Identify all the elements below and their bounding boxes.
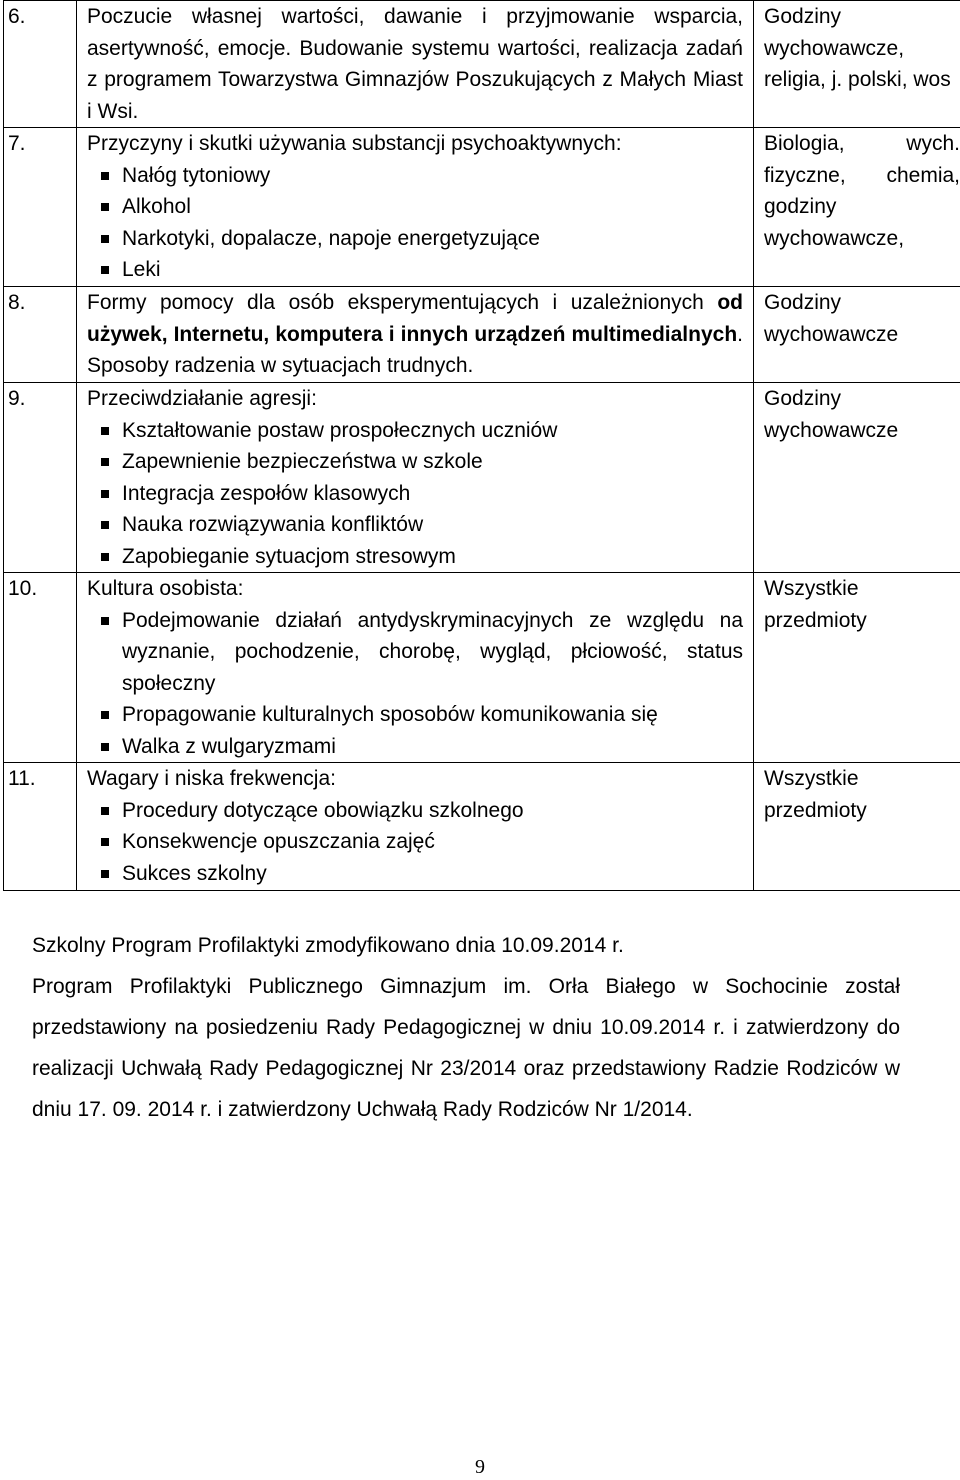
list-item: Alkohol bbox=[87, 191, 743, 223]
list-item: Walka z wulgaryzmami bbox=[87, 731, 743, 763]
topic-bold-text: od używek, Internetu, komputera i innych urządzeń multimedialnych bbox=[87, 291, 743, 346]
list-item: Integracja zespołów klasowych bbox=[87, 478, 743, 510]
row-number: 8. bbox=[4, 287, 77, 383]
subjects-cell bbox=[754, 1, 960, 128]
subjects-cell bbox=[754, 128, 960, 287]
topic-cell bbox=[77, 763, 754, 891]
bullet-list bbox=[87, 605, 743, 763]
list-item: Konsekwencje opuszczania zajęć bbox=[87, 826, 743, 858]
topic-cell bbox=[77, 128, 754, 287]
subjects-text: Biologia, wych. fizyczne, chemia, godziny wychowawcze, bbox=[764, 132, 960, 250]
topic-cell bbox=[77, 287, 754, 383]
subjects-cell bbox=[754, 763, 960, 891]
row-number: 11. bbox=[4, 763, 77, 891]
topic-text: Formy pomocy dla osób eksperymentujących i uzależnionych bbox=[87, 291, 704, 314]
topic-cell bbox=[77, 383, 754, 573]
row-number: 9. bbox=[4, 383, 77, 573]
list-item: Propagowanie kulturalnych sposobów komunikowania się bbox=[87, 699, 743, 731]
topic-title: Przyczyny i skutki używania substancji psychoaktywnych: bbox=[87, 132, 622, 155]
topic-title: Przeciwdziałanie agresji: bbox=[87, 387, 317, 410]
list-item: Kształtowanie postaw prospołecznych uczniów bbox=[87, 415, 743, 447]
table-row bbox=[4, 287, 960, 383]
topic-title: Poczucie własnej wartości, dawanie i przyjmowanie wsparcia, asertywność, emocje. Budowanie systemu wartości, realizacja zadań z programem Towarzystwa Gimnazjów Poszukujących z Małych Miast i Wsi. bbox=[87, 5, 743, 123]
table-row bbox=[4, 763, 960, 891]
approval-paragraph: Program Profilaktyki Publicznego Gimnazjum im. Orła Białego w Sochocinie został przedstawiony na posiedzeniu Rady Pedagogicznej w dniu 10.09.2014 r. i zatwierdzony do realizacji Uchwałą Rady Pedagogicznej Nr 23/2014 oraz przedstawiony Radzie Rodziców w dniu 17. 09. 2014 r. i zatwierdzony Uchwałą Rady Rodziców Nr 1/2014. bbox=[32, 975, 900, 1121]
subjects-text: Wszystkie przedmioty bbox=[764, 577, 867, 632]
topic-title: Wagary i niska frekwencja: bbox=[87, 767, 336, 790]
subjects-text: Godziny wychowawcze bbox=[764, 291, 899, 346]
bullet-list bbox=[87, 415, 743, 573]
topic-tail-text: . Sposoby radzenia w sytuacjach trudnych. bbox=[87, 322, 743, 377]
subjects-text: Godziny wychowawcze, religia, j. polski, wos bbox=[764, 5, 951, 91]
row-number: 6. bbox=[4, 1, 77, 128]
topic-cell bbox=[77, 573, 754, 763]
list-item: Nałóg tytoniowy bbox=[87, 160, 743, 192]
topic-title: Kultura osobista: bbox=[87, 577, 244, 600]
row-number: 7. bbox=[4, 128, 77, 287]
footer-notes bbox=[32, 925, 900, 1130]
list-item: Leki bbox=[87, 254, 743, 286]
row-number: 10. bbox=[4, 573, 77, 763]
list-item: Narkotyki, dopalacze, napoje energetyzujące bbox=[87, 223, 743, 255]
subjects-text: Godziny wychowawcze bbox=[764, 387, 899, 442]
topic-title bbox=[87, 287, 743, 382]
subjects-cell bbox=[754, 573, 960, 763]
subjects-cell bbox=[754, 383, 960, 573]
table-row bbox=[4, 383, 960, 573]
page-number: 9 bbox=[475, 1456, 485, 1478]
list-item: Sukces szkolny bbox=[87, 858, 743, 890]
table-row bbox=[4, 573, 960, 763]
list-item: Procedury dotyczące obowiązku szkolnego bbox=[87, 795, 743, 827]
subjects-cell bbox=[754, 287, 960, 383]
program-table bbox=[3, 0, 960, 891]
topic-cell bbox=[77, 1, 754, 128]
list-item: Zapewnienie bezpieczeństwa w szkole bbox=[87, 446, 743, 478]
list-item: Zapobieganie sytuacjom stresowym bbox=[87, 541, 743, 573]
subjects-text: Wszystkie przedmioty bbox=[764, 767, 867, 822]
bullet-list bbox=[87, 160, 743, 286]
list-item: Nauka rozwiązywania konfliktów bbox=[87, 509, 743, 541]
table-row bbox=[4, 1, 960, 128]
list-item: Podejmowanie działań antydyskryminacyjnych ze względu na wyznanie, pochodzenie, chorobę, wygląd, płciowość, status społeczny bbox=[87, 605, 743, 700]
table-row bbox=[4, 128, 960, 287]
modification-note: Szkolny Program Profilaktyki zmodyfikowano dnia 10.09.2014 r. bbox=[32, 934, 624, 957]
bullet-list bbox=[87, 795, 743, 890]
